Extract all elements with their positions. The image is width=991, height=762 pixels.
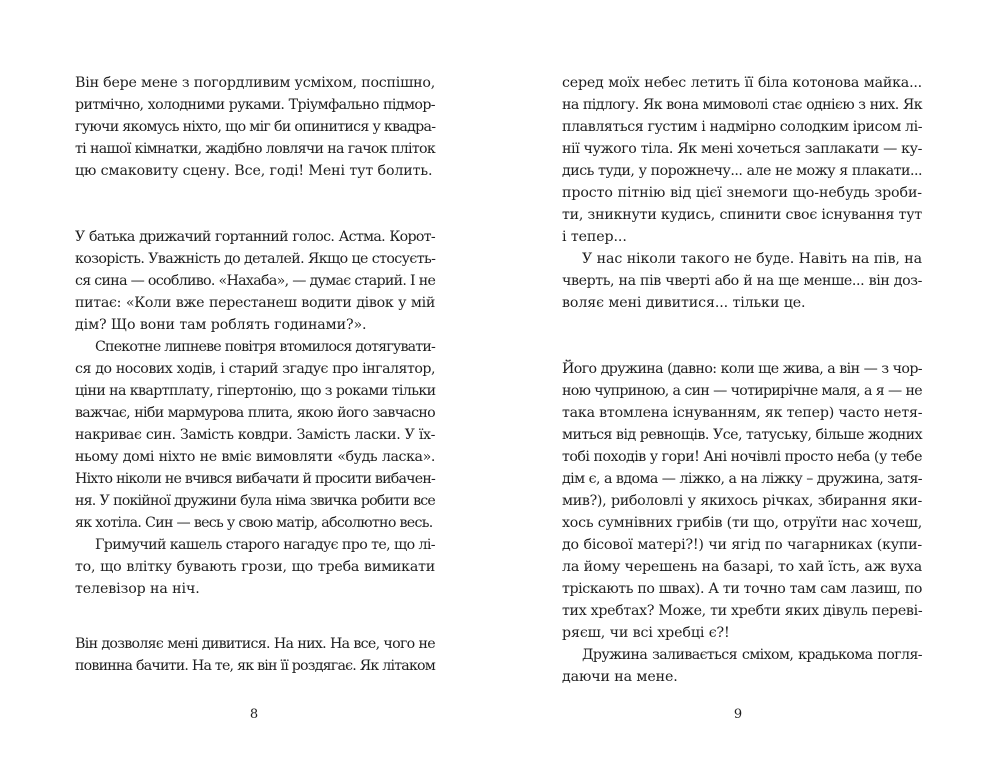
text-line: повинна бачити. На те, як він її роздягає. Як літаком xyxy=(75,658,435,674)
text-line: плавляться густим і надмірно солодким ірисом лі- xyxy=(562,119,923,135)
text-line: і тепер... xyxy=(562,229,627,245)
text-line: тих хребтах? Може, ти хребти яких дівуль переві- xyxy=(562,603,923,619)
text-line: Його дружина (давно: коли ще жива, а він — з чор- xyxy=(562,361,922,377)
text-line: воляє мені дивитися... тільки це. xyxy=(562,295,806,311)
text-line: на підлогу. Як вона мимоволі стає однією з них. Як xyxy=(562,97,922,113)
text-line: Він дозволяє мені дивитися. На них. На все, чого не xyxy=(75,636,435,652)
text-line: мив?), риболовлі у якихось річках, збирання яки- xyxy=(562,493,922,509)
text-line: ня. У покійної дружини була німа звичка робити все xyxy=(75,493,435,509)
text-line: ціни на квартплату, гіпертонію, що з роками тільки xyxy=(75,383,436,399)
text-line: як хотіла. Син — весь у свою матір, абсолютно весь. xyxy=(75,515,433,531)
text-line: У нас ніколи такого не буде. Навіть на пів, на xyxy=(582,251,922,267)
text-line: дім? Що вони там роблять годинами?». xyxy=(75,317,367,333)
text-line: серед моїх небес летить її біла котонова майка... xyxy=(562,75,922,91)
text-line: гуючи якомусь ніхто, що міг би опинитися у квадра- xyxy=(75,119,436,135)
text-line: дись туди, у порожнечу... але не можу я плакати... xyxy=(562,163,922,179)
text-line: ритмічно, холодними руками. Тріумфально підмор- xyxy=(75,97,435,113)
text-line: то, що влітку бувають грози, що треба вимикати xyxy=(75,559,435,575)
text-line: козорість. Уважність до деталей. Якщо це стосуєть- xyxy=(75,251,436,267)
text-line: чверть, на пів чверті або й на ще менше... він доз- xyxy=(562,273,922,289)
text-line: тобі походів у гори! Ані ночівлі просто неба (у тебе xyxy=(562,449,922,465)
text-line: дім є, а вдома — ліжко, а на ліжку – дружина, затя- xyxy=(562,471,922,487)
page-number: 8 xyxy=(249,707,259,722)
text-line: до бісової матері?!) чи ягід по чагарниках (купи- xyxy=(562,537,922,553)
text-line: важчає, ніби мармурова плита, якою його завчасно xyxy=(75,405,435,421)
text-line: Гримучий кашель старого нагадує про те, що лі- xyxy=(95,537,435,553)
text-line: цю смаковиту сцену. Все, годі! Мені тут болить. xyxy=(75,163,433,179)
page-number: 9 xyxy=(733,707,743,722)
text-line: просто пітнію від цієї знемоги що-небудь зроби- xyxy=(562,185,922,201)
text-line: даючи на мене. xyxy=(562,669,678,685)
text-line: ті нашої кімнатки, жадібно ловлячи на гачок пліток xyxy=(75,141,435,157)
text-line: ся сина — особливо. «Нахаба», — думає старий. І не xyxy=(75,273,436,289)
text-line: ти, зникнути кудись, спинити своє існування тут xyxy=(562,207,922,223)
text-line: ряєш, чи всі хребці є?! xyxy=(562,625,730,641)
text-line: У батька дрижачий гортанний голос. Астма. Корот- xyxy=(75,229,435,245)
text-line: телевізор на ніч. xyxy=(75,581,200,597)
text-line: питає: «Коли вже перестанеш водити дівок у мій xyxy=(75,295,435,311)
text-line: Ніхто ніколи не вчився вибачати й просити вибачен- xyxy=(75,471,435,487)
text-line: ла йому черешень на базарі, то хай їсть, аж вуха xyxy=(562,559,922,575)
text-line: миться від ревнощів. Усе, татуську, більше жодних xyxy=(562,427,923,443)
text-line: тріскають по швах). А ти точно там сам лазиш, по xyxy=(562,581,922,597)
left-page xyxy=(75,0,435,762)
text-line: ньому домі ніхто не вміє вимовляти «будь ласка». xyxy=(75,449,435,465)
text-line: нії чужого тіла. Як мені хочеться заплакати — ку- xyxy=(562,141,922,157)
text-line: Спекотне липневе повітря втомилося дотягувати- xyxy=(95,339,435,355)
text-line: ною чуприною, а син — чотирирічне маля, а я — не xyxy=(562,383,922,399)
text-line: така втомлена існуванням, як тепер) часто нетя- xyxy=(562,405,923,421)
text-line: хось сумнівних грибів (ти що, отруїти нас хочеш, xyxy=(562,515,923,531)
text-line: накриває син. Замість ковдри. Замість ласки. У їх- xyxy=(75,427,435,443)
text-line: ся до носових ходів, і старий згадує про інгалятор, xyxy=(75,361,435,377)
right-page xyxy=(562,0,922,762)
text-line: Дружина заливається сміхом, крадькома погля- xyxy=(582,647,922,663)
text-line: Він бере мене з погордливим усміхом, поспішно, xyxy=(75,75,436,91)
